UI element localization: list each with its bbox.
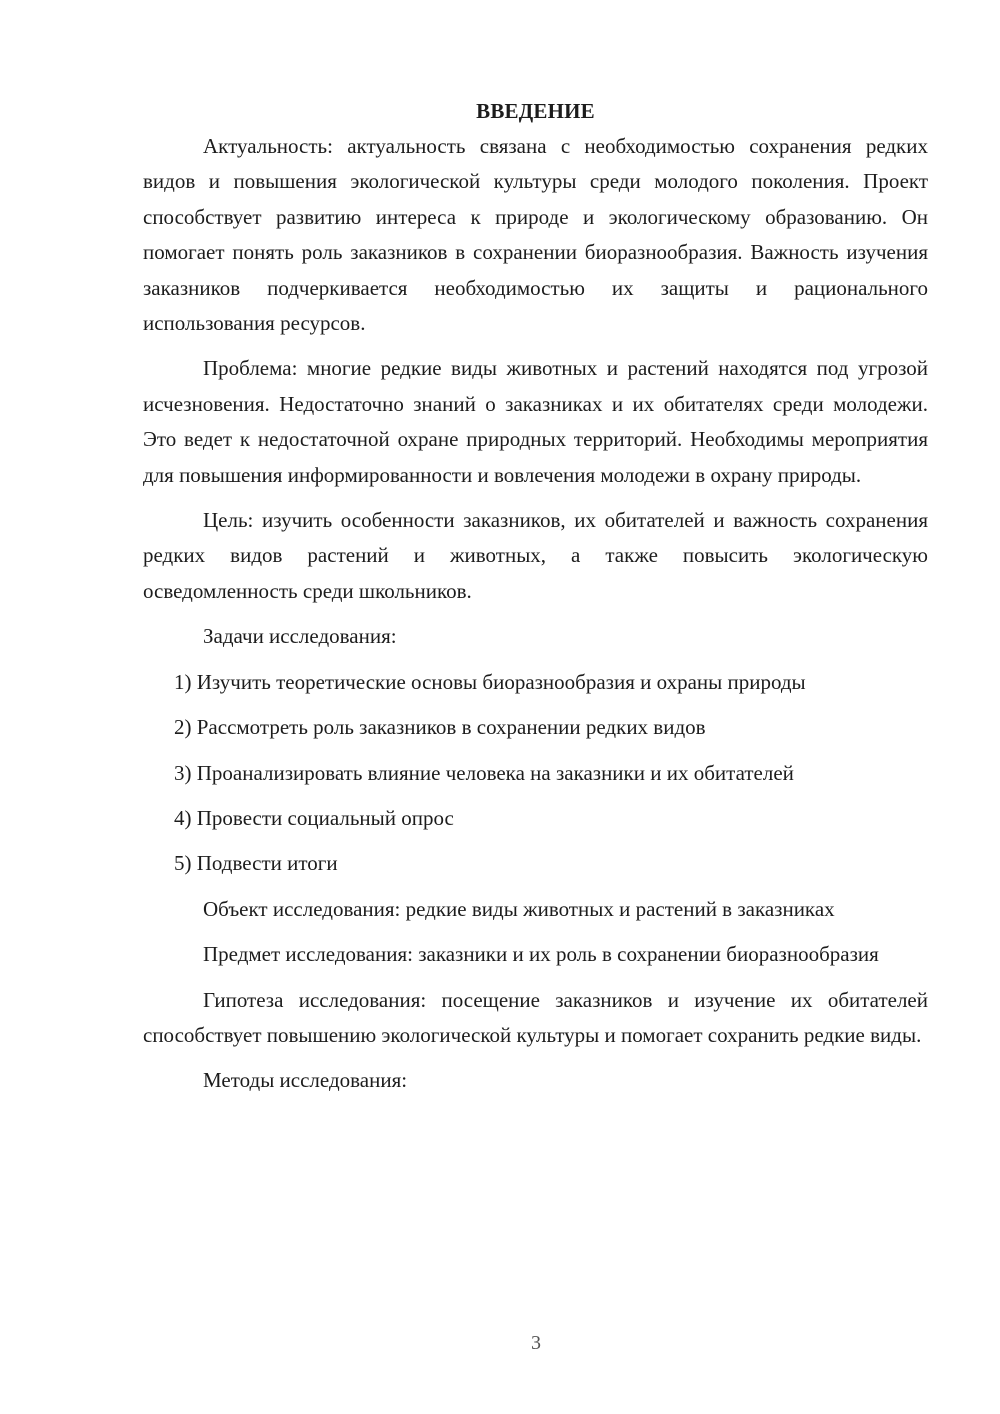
hypothesis-paragraph: Гипотеза исследования: посещение заказников и изучение их обитателей способствует повышению экологической культуры и помогает сохранить редкие виды.	[143, 987, 928, 1047]
goal-paragraph: Цель: изучить особенности заказников, их обитателей и важность сохранения редких видов растений и животных, а также повысить экологическую осведомленность среди школьников.	[143, 508, 928, 603]
list-item: 4) Провести социальный опрос	[174, 805, 454, 830]
tasks-list	[143, 665, 928, 882]
methods-heading: Методы исследования:	[203, 1068, 408, 1093]
list-item: 5) Подвести итоги	[174, 851, 338, 876]
relevance-paragraph: Актуальность: актуальность связана с необходимостью сохранения редких видов и повышения экологической культуры среди молодого поколения. Проект способствует развитию интереса к природе и экологическому образованию. Он помогает понять роль заказников в сохранении биоразнообразия. Важность изучения заказников подчеркивается необходимостью их защиты и рационального использования ресурсов.	[143, 134, 928, 336]
list-item: 3) Проанализировать влияние человека на заказники и их обитателей	[174, 760, 794, 785]
list-item: 1) Изучить теоретические основы биоразнообразия и охраны природы	[174, 669, 806, 694]
object-paragraph: Объект исследования: редкие виды животных и растений в заказниках	[203, 896, 835, 921]
section-title: ВВЕДЕНИЕ	[476, 99, 595, 123]
page-content	[143, 94, 928, 1109]
subject-paragraph: Предмет исследования: заказники и их роль в сохранении биоразнообразия	[203, 942, 879, 967]
tasks-heading: Задачи исследования:	[203, 624, 397, 649]
list-item: 2) Рассмотреть роль заказников в сохранении редких видов	[174, 715, 706, 740]
problem-paragraph: Проблема: многие редкие виды животных и растений находятся под угрозой исчезновения. Недостаточно знаний о заказниках и их обитателях среди молодежи. Это ведет к недостаточной охране природных территорий. Необходимы мероприятия для повышения информированности и вовлечения молодежи в охрану природы.	[143, 356, 928, 487]
page-number: 3	[531, 1332, 541, 1354]
